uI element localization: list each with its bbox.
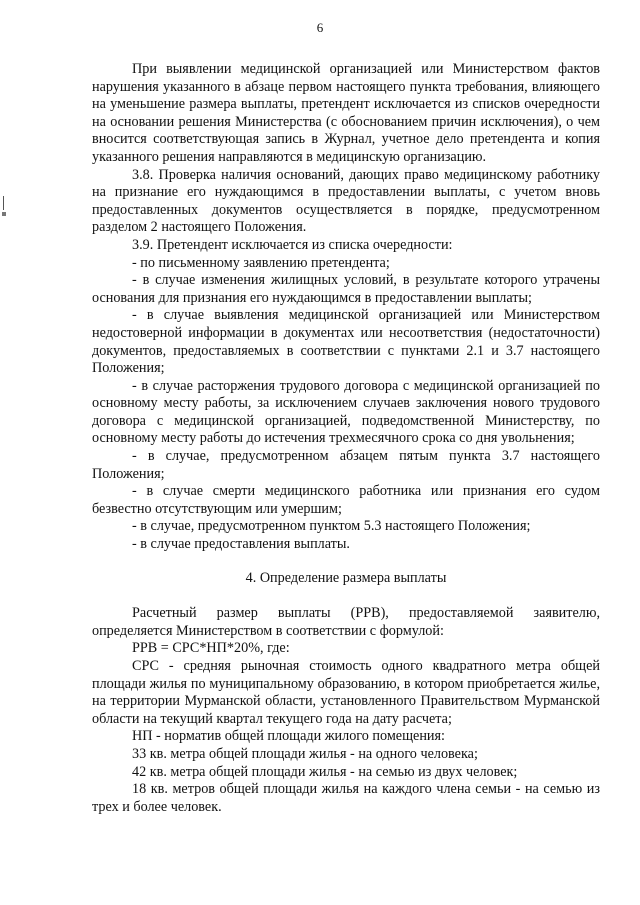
section-heading: 4. Определение размера выплаты xyxy=(245,569,447,586)
paragraph: 3.8. Проверка наличия оснований, дающих право медицинскому работнику на признание его нуждающимся в предоставлении выплаты, с учетом вновь предоставленных документов осуществляется в порядке, предусмотренном разделом 2 настоящего Положения. xyxy=(92,166,600,236)
paragraph: При выявлении медицинской организацией или Министерством фактов нарушения указанного в абзаце первом настоящего пункта требования, влияющего на уменьшение размера выплаты, претендент исключается из списков очередности на основании решения Министерства (с обоснованием причин исключения), о чем вносится соответствующая запись в Журнал, учетное дело претендента и копия указанного решения направляются в медицинскую организацию. xyxy=(92,61,600,165)
paragraph: 3.9. Претендент исключается из списка очередности: xyxy=(132,236,453,253)
list-item: - в случае предоставления выплаты. xyxy=(132,536,350,553)
margin-dot xyxy=(2,212,6,216)
list-item: - в случае, предусмотренном абзацем пятым пункта 3.7 настоящего Положения; xyxy=(92,448,600,482)
list-item: - в случае, предусмотренном пунктом 5.3 настоящего Положения; xyxy=(132,518,531,535)
list-item: 42 кв. метра общей площади жилья - на семью из двух человек; xyxy=(132,763,518,780)
list-item: - в случае расторжения трудового договора с медицинской организацией по основному месту работы, за исключением случаев заключения нового трудового договора с медицинской организацией, подведомственной Министерству, по основному месту работы до истечения трехмесячного срока со дня увольнения; xyxy=(92,377,600,447)
list-item: - в случае выявления медицинской организацией или Министерством недостоверной информации в документах или несоответствия (недостаточности) документов, предоставляемых в соответствии с пунктами 2.1 и 3.7 настоящего Положения; xyxy=(92,307,600,377)
paragraph: СРС - средняя рыночная стоимость одного квадратного метра общей площади жилья по муниципальному образованию, в котором приобретается жилье, на территории Мурманской области, установленного Правительством Мурманской области на текущий квартал текущего года на дату расчета; xyxy=(92,658,600,727)
formula: РРВ = СРС*НП*20%, где: xyxy=(132,640,290,657)
paragraph: Расчетный размер выплаты (РРВ), предоставляемой заявителю, определяется Министерством в соответствии с формулой: xyxy=(92,605,600,639)
list-item: 18 кв. метров общей площади жилья на каждого члена семьи - на семью из трех и более человек. xyxy=(92,781,600,815)
list-item: 33 кв. метра общей площади жилья - на одного человека; xyxy=(132,745,478,762)
margin-mark xyxy=(3,196,7,210)
document-body xyxy=(92,61,600,816)
list-item: - в случае смерти медицинского работника или признания его судом безвестно отсутствующим или умершим; xyxy=(92,483,600,517)
list-item: - в случае изменения жилищных условий, в результате которого утрачены основания для признания его нуждающимся в предоставлении выплаты; xyxy=(92,272,600,306)
paragraph: НП - норматив общей площади жилого помещения: xyxy=(132,728,445,745)
page-number: 6 xyxy=(316,20,324,35)
list-item: - по письменному заявлению претендента; xyxy=(132,254,390,271)
